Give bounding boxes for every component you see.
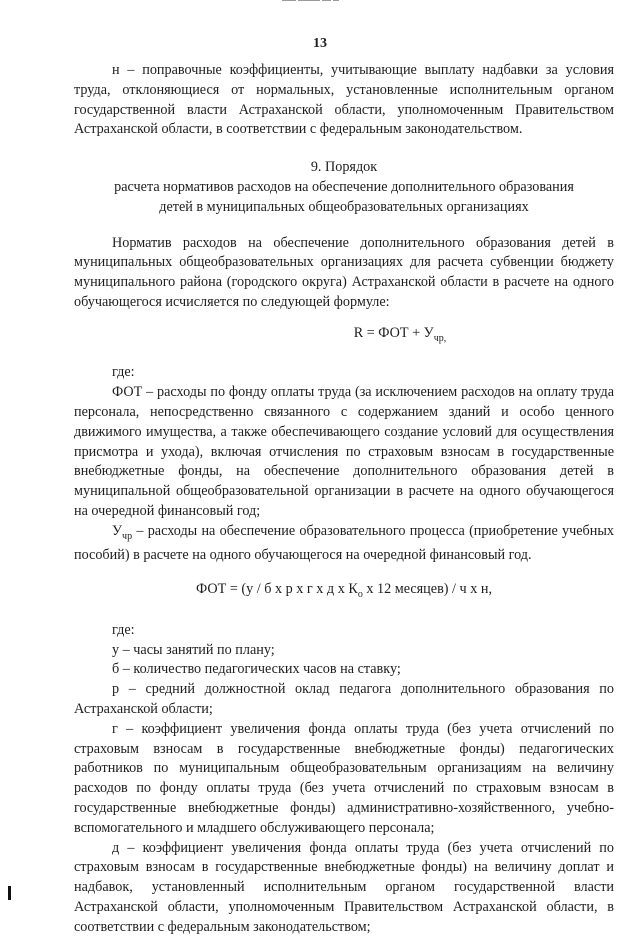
- uchr-symbol: У: [112, 522, 123, 539]
- formula-fot: [74, 580, 614, 605]
- scan-artifact-margin-mark: [8, 886, 11, 900]
- definition-u: у – часы занятий по плану;: [112, 641, 275, 658]
- definition-r: р – средний должностной оклад педагога дополнительного образования по Астраханской области;: [74, 681, 614, 717]
- definition-b: б – количество педагогических часов на ставку;: [112, 661, 401, 678]
- document-body: [74, 61, 614, 938]
- section-title-line-3: детей в муниципальных общеобразовательных организациях: [159, 198, 529, 215]
- definition-d: д – коэффициент увеличения фонда оплаты труда (без учета отчислений по страховым взносам в государственные внебюджетные фонды) на величину доплат и надбавок, установленный исполнительным органом государственной власти Астраханской области, уполномоченным Правительством Астраханской области, в соответствии с федеральным законодательством;: [74, 839, 614, 935]
- main-paragraph: Норматив расходов на обеспечение дополнительного образования детей в муниципальных общеобразовательных организациях для расчета субвенции бюджету муниципального района (городского округа) Астраханской области в расчете на одного обучающегося исчисляется по следующей формуле:: [74, 234, 614, 310]
- uchr-text: – расходы на обеспечение образовательного процесса (приобретение учебных пособий) в расчете на одного обучающегося на очередной финансовый год.: [74, 522, 614, 564]
- formula-r-subscript: чр,: [433, 332, 447, 344]
- where-label-2: где:: [112, 621, 135, 638]
- section-title-line-1: 9. Порядок: [310, 159, 378, 176]
- definition-fot: ФОТ – расходы по фонду оплаты труда (за исключением расходов на оплату труда персонала, непосредственно связанного с содержанием зданий и особо ценного движимого имущества, а также обеспечивающего создание условий для осуществления присмотра и ухода), включая отчисления по страховым взносам в государственные внебюджетные фонды, на обеспечение дополнительного образования детей в муниципальной общеобразовательной организации в расчете на одного обучающегося на очередной финансовый год;: [74, 384, 614, 519]
- formula-fot-before: ФОТ = (у / б х р х г х д х К: [196, 581, 358, 598]
- uchr-subscript: чр: [122, 530, 133, 542]
- formula-r: [74, 324, 614, 349]
- formula-fot-subscript: о: [357, 589, 363, 601]
- intro-paragraph: н – поправочные коэффициенты, учитывающие выплату надбавки за условия труда, отклоняющиеся от нормальных, установленные исполнительным органом государственной власти Астраханской области, уполномоченным Правительством Астраханской области, в соответствии с федеральным законодательством.: [74, 62, 614, 138]
- section-heading: [74, 158, 614, 217]
- definition-uchr: [74, 522, 614, 566]
- scan-artifact-top: [282, 0, 352, 3]
- formula-r-main: R = ФОТ + У: [353, 324, 434, 341]
- definition-g: г – коэффициент увеличения фонда оплаты труда (без учета отчислений по страховым взносам в государственные внебюджетные фонды) педагогических работников по муниципальным общеобразовательным организациям на величину расходов по фонду оплаты труда (без учета отчислений по страховым взносам в государственные внебюджетные фонды) административно-хозяйственного, учебно-вспомогательного и младшего обслуживающего персонала;: [74, 720, 614, 836]
- formula-fot-after: х 12 месяцев) / ч х н,: [362, 581, 492, 598]
- where-label-1: где:: [112, 364, 135, 381]
- page-number: 13: [313, 36, 327, 51]
- section-title-line-2: расчета нормативов расходов на обеспечение дополнительного образования: [114, 178, 574, 195]
